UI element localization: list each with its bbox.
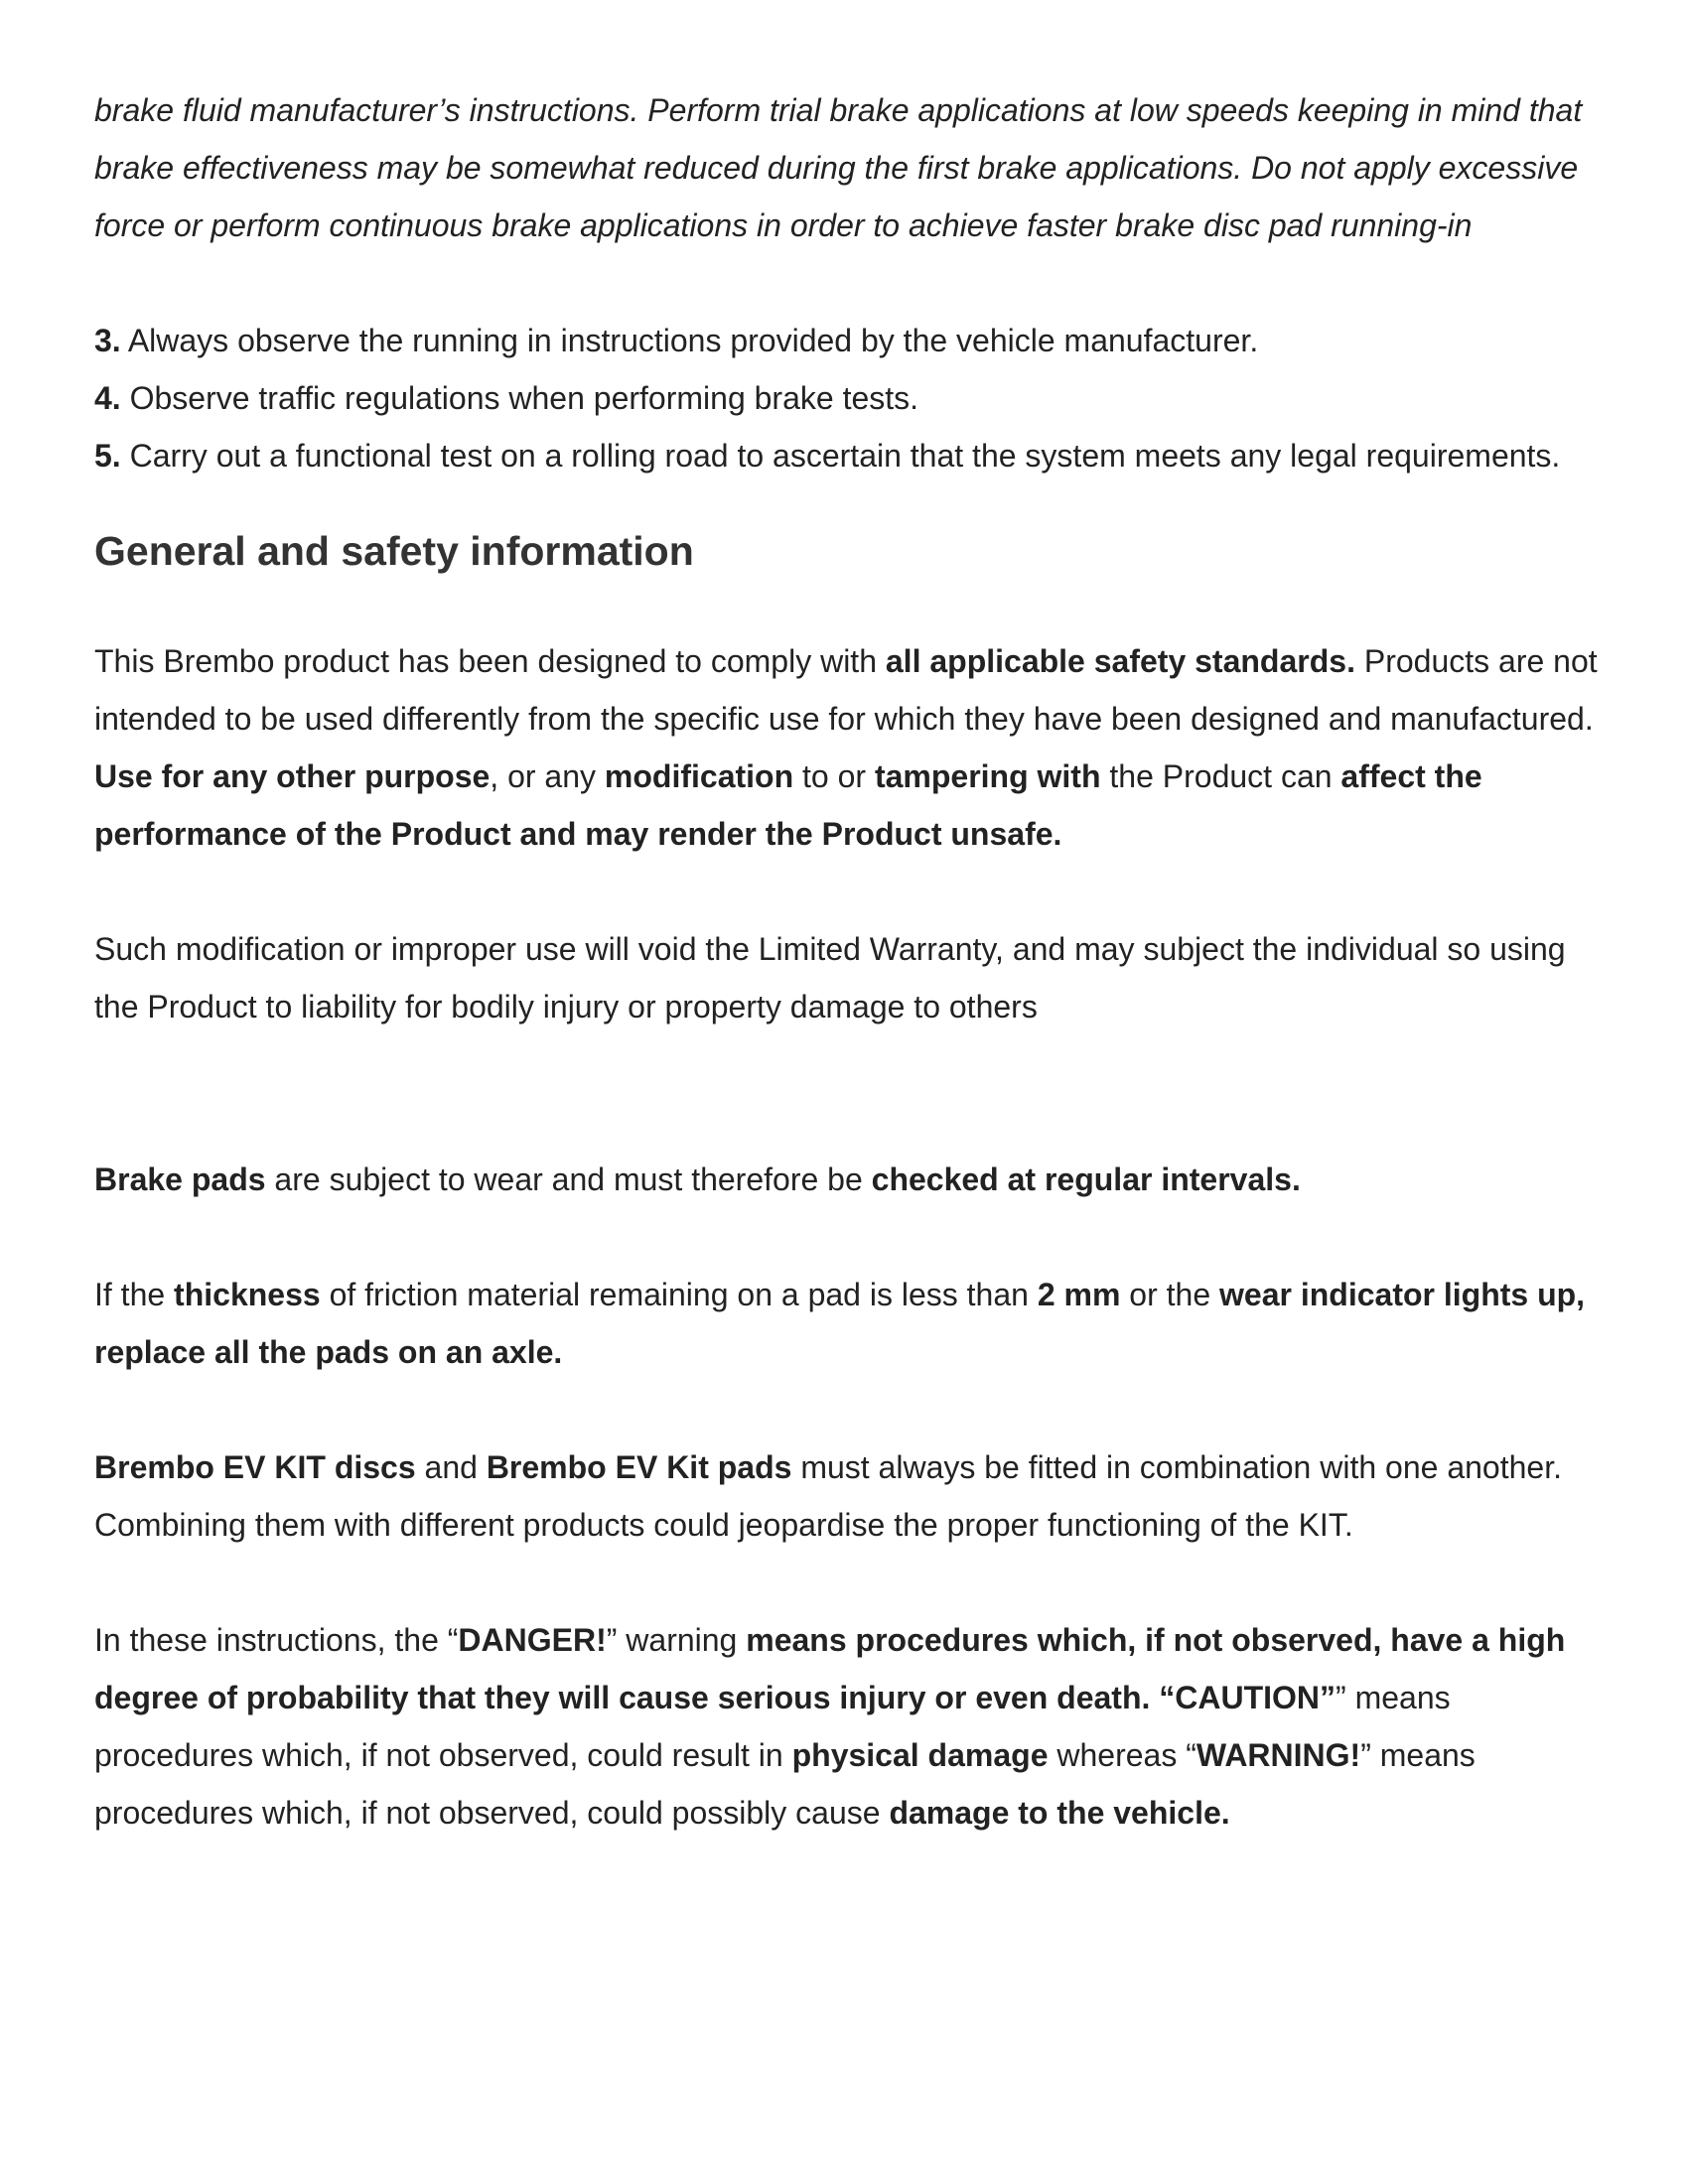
text-run: are subject to wear and must therefore be <box>265 1161 872 1197</box>
step-text: Carry out a functional test on a rolling road to ascertain that the system meets any legal requirements. <box>120 438 1561 474</box>
text-run: If the <box>94 1277 175 1312</box>
text-run: to or <box>793 758 875 794</box>
bold-run: modification <box>604 758 794 794</box>
text-run: Products are not intended to be used differently from the specific use for which they have been designed and manufactured. <box>94 643 1598 737</box>
document-page <box>94 81 1604 1842</box>
text-run: the Product can <box>1100 758 1341 794</box>
text-run: must always be fitted in combination with one another. Combining them with different products could jeopardise the proper functioning of the KIT. <box>94 1449 1562 1543</box>
step-number: 4. <box>94 380 121 416</box>
bold-run: affect the performance of the Product and may render the Product unsafe. <box>94 758 1482 852</box>
text-run: ” means procedures which, if not observed, could result in <box>94 1680 1451 1773</box>
thickness-paragraph <box>94 1266 1604 1381</box>
bold-run: 2 mm <box>1037 1277 1121 1312</box>
intro-paragraph: brake fluid manufacturer’s instructions. Perform trial brake applications at low speeds keeping in mind that brake effectiveness may be somewhat reduced during the first brake applications. Do not apply excessive force or perform continuous brake applications in order to achieve faster brake disc pad running-in <box>94 92 1583 243</box>
bold-run: Brembo EV KIT discs <box>94 1449 416 1485</box>
bold-run: wear indicator lights up, replace all the pads on an axle. <box>94 1277 1586 1370</box>
bold-run: thickness <box>174 1277 321 1312</box>
step-number: 5. <box>94 438 121 474</box>
text-run: In these instructions, the “ <box>94 1622 459 1658</box>
bold-run: physical damage <box>791 1737 1049 1773</box>
bold-run: DANGER! <box>458 1622 607 1658</box>
step-text: Observe traffic regulations when performing brake tests. <box>120 380 919 416</box>
bold-run: Use for any other purpose <box>94 758 491 794</box>
bold-run: tampering with <box>874 758 1101 794</box>
bold-run: Brembo EV Kit pads <box>486 1449 792 1485</box>
bold-run: WARNING! <box>1196 1737 1361 1773</box>
warranty-paragraph: Such modification or improper use will void the Limited Warranty, and may subject the individual so using the Product to liability for bodily injury or property damage to others <box>94 931 1566 1024</box>
brake-pads-paragraph <box>94 1151 1604 1208</box>
text-run: ” warning <box>606 1622 747 1658</box>
step-text: Always observe the running in instructions provided by the vehicle manufacturer. <box>120 323 1259 358</box>
step-item <box>94 369 1604 427</box>
bold-run: all applicable safety standards. <box>885 643 1355 679</box>
steps-list <box>94 312 1604 484</box>
bold-run: checked at regular intervals. <box>871 1161 1301 1197</box>
bold-run: Brake pads <box>94 1161 266 1197</box>
bold-run: means procedures which, if not observed, have a high degree of probability that they will cause serious injury or even death. “CAUTION” <box>94 1622 1566 1715</box>
step-number: 3. <box>94 323 121 358</box>
text-run: whereas “ <box>1048 1737 1196 1773</box>
step-item <box>94 312 1604 369</box>
step-item <box>94 427 1604 484</box>
bold-run: damage to the vehicle. <box>889 1795 1230 1831</box>
safety-standards-paragraph <box>94 632 1604 863</box>
warnings-paragraph <box>94 1611 1604 1842</box>
text-run: ” means procedures which, if not observed, could possibly cause <box>94 1737 1476 1831</box>
section-heading: General and safety information <box>94 528 694 574</box>
text-run: and <box>415 1449 487 1485</box>
text-run: This Brembo product has been designed to comply with <box>94 643 886 679</box>
text-run: or the <box>1120 1277 1220 1312</box>
text-run: , or any <box>490 758 605 794</box>
text-run: of friction material remaining on a pad is less than <box>320 1277 1038 1312</box>
ev-kit-paragraph <box>94 1438 1604 1554</box>
